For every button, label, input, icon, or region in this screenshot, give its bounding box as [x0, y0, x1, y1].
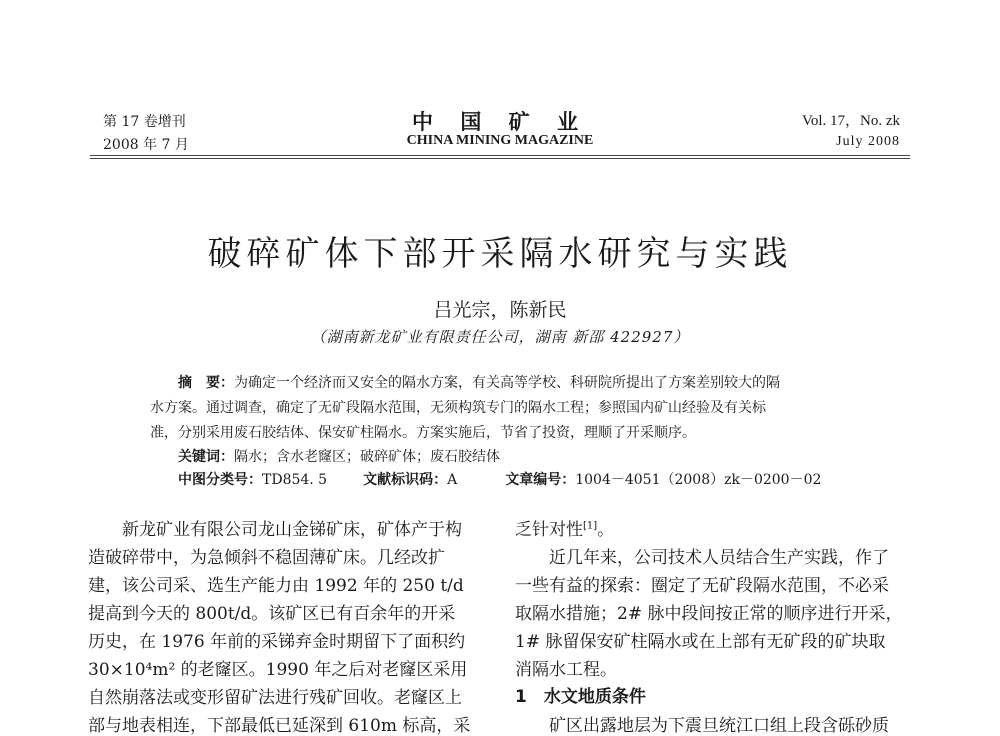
article-title: 破碎矿体下部开采隔水研究与实践: [207, 234, 793, 274]
citation-ref: [1]: [583, 520, 598, 532]
clc-label: 中图分类号：: [178, 472, 262, 488]
abstract-line-1: [178, 372, 780, 392]
journal-title-cn: 中 国 矿 业: [412, 109, 588, 134]
body-left-line-4: 提高到今天的 800t/d。该矿区已有百余年的开采: [88, 604, 456, 624]
body-right-line-5: 1# 脉留保安矿柱隔水或在上部有无矿段的矿块取: [515, 632, 886, 652]
body-right-line-6: 消隔水工程。: [515, 660, 617, 680]
body-right-line-8: 矿区出露地层为下震旦统江口组上段含砾砂质: [515, 716, 889, 736]
header-rule-bottom: [90, 158, 910, 159]
article-authors: 吕光宗，陈新民: [433, 299, 567, 321]
body-left-line-3: 建，该公司采、选生产能力由 1992 年的 250 t/d: [88, 576, 464, 596]
body-left-line-1: 新龙矿业有限公司龙山金锑矿床，矿体产于构: [88, 520, 462, 540]
body-left-line-7: 自然崩落法或变形留矿法进行残矿回收。老窿区上: [88, 688, 462, 708]
date-label-en: July 2008: [836, 134, 900, 149]
keywords-line: [178, 446, 500, 466]
keywords-text: 隔水；含水老窿区；破碎矿体；废石胶结体: [234, 449, 500, 465]
article-no-value: 1004－4051（2008）zk－0200－02: [575, 472, 822, 488]
journal-title-en: CHINA MINING MAGAZINE: [406, 133, 594, 148]
doc-id-value: A: [447, 472, 458, 488]
body-left-line-5: 历史，在 1976 年前的采锑弃金时期留下了面积约: [88, 632, 466, 652]
body-left-line-2: 造破碎带中，为急倾斜不稳固薄矿床。几经改扩: [88, 548, 445, 568]
body-right-line-4: 取隔水措施；2# 脉中段间按正常的顺序进行开采，: [515, 604, 903, 624]
clc-value: TD854. 5: [262, 472, 328, 488]
body-right-line-3: 一些有益的探索：圈定了无矿段隔水范围，不必采: [515, 576, 889, 596]
date-label-cn: 2008 年 7 月: [103, 137, 189, 153]
abstract-text-1: 为确定一个经济而又安全的隔水方案，有关高等学校、科研院所提出了方案差别较大的隔: [234, 375, 780, 391]
abstract-line-2: 水方案。通过调查，确定了无矿段隔水范围，无须构筑专门的隔水工程；参照国内矿山经验及有关标: [150, 400, 766, 416]
section-heading-1: 1 水文地质条件: [515, 687, 646, 707]
body-left-line-6: 30×10⁴m² 的老窿区。1990 年之后对老窿区采用: [88, 660, 468, 680]
article-no-label: 文章编号：: [505, 472, 576, 488]
header-rule-top: [90, 155, 910, 156]
body-right-text-1: 乏针对性: [515, 520, 583, 540]
body-right-line-1: [515, 515, 614, 540]
abstract-label: 摘 要：: [178, 375, 234, 391]
body-right-end-1: 。: [597, 520, 615, 540]
body-right-line-2: 近几年来，公司技术人员结合生产实践，作了: [515, 548, 889, 568]
body-left-line-8: 部与地表相连，下部最低已延深到 610m 标高，采: [88, 716, 471, 736]
doc-id-label: 文献标识码：: [363, 472, 448, 488]
volume-label-en: Vol. 17，No. zk: [801, 113, 900, 129]
abstract-line-3: 准，分别采用废石胶结体、保安矿柱隔水。方案实施后，节省了投资，理顺了开采顺序。: [150, 425, 696, 441]
article-affiliation: （湖南新龙矿业有限责任公司，湖南 新邵 422927）: [310, 328, 690, 346]
classification-line: [178, 469, 821, 489]
keywords-label: 关键词：: [178, 449, 234, 465]
volume-label-cn: 第 17 卷增刊: [103, 114, 186, 130]
